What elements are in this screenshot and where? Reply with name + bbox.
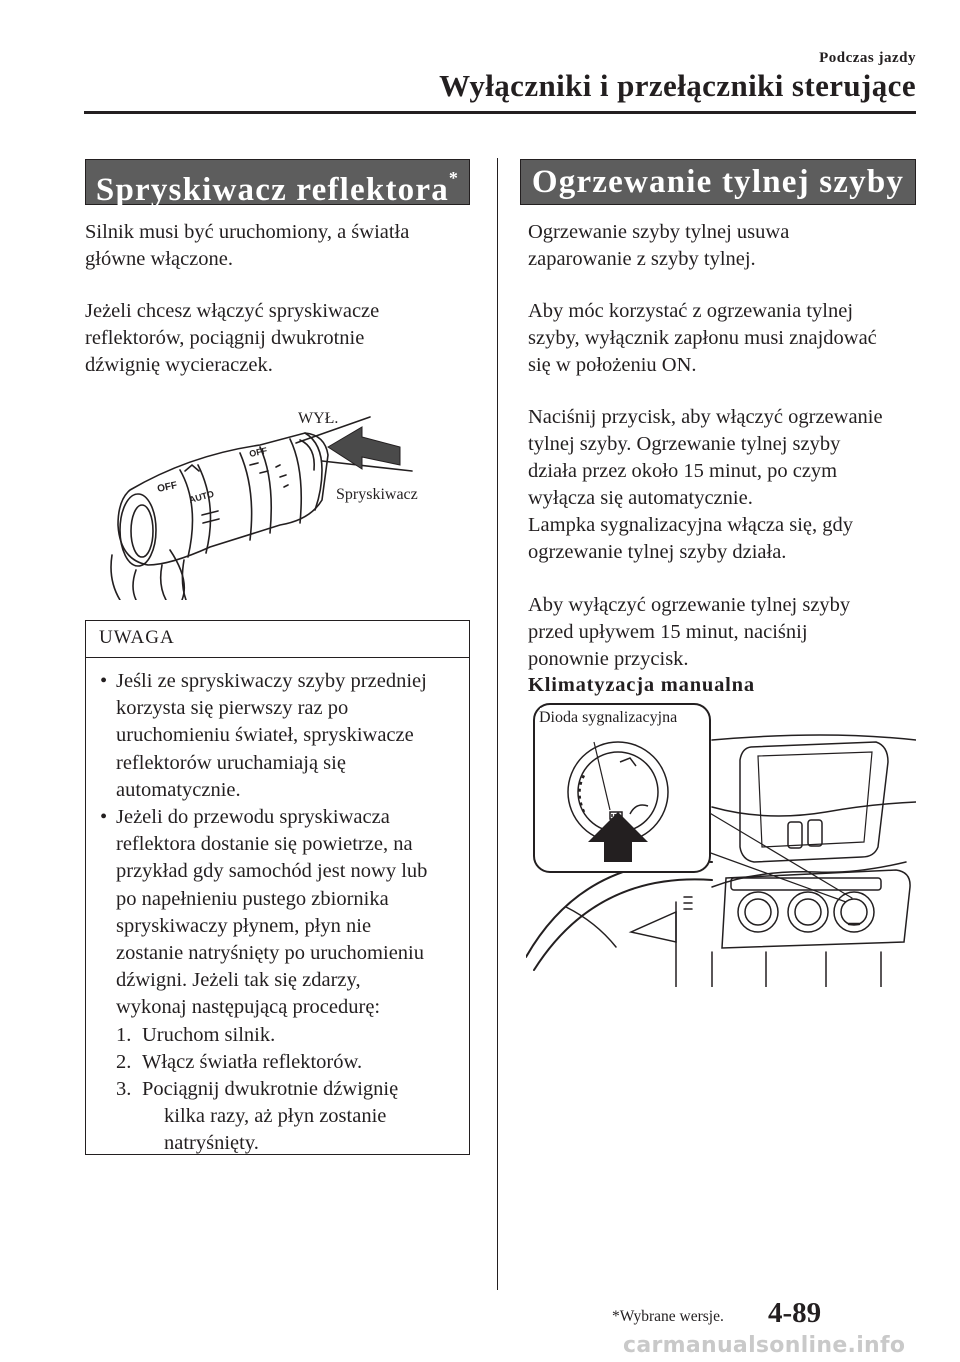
heading-text: Spryskiwacz reflektora (95, 172, 449, 208)
right-para-4 (528, 592, 928, 673)
text-line: automatycznie. (116, 778, 241, 801)
text-line: Naciśnij przycisk, aby włączyć ogrzewanie (528, 406, 883, 428)
right-para-2 (528, 298, 928, 379)
text-line: dźwigni. Jeżeli tak się zdarzy, (116, 969, 361, 992)
procedure-steps (116, 1022, 461, 1158)
bullet: • (100, 670, 108, 692)
text-line: reflektorów, pociągnij dwukrotnie (85, 327, 365, 349)
left-para-1 (85, 219, 475, 273)
lever-off-label-2: OFF (248, 445, 269, 459)
right-para-1 (528, 219, 928, 273)
text-line: spryskiwaczy płynem, płyn nie (116, 914, 372, 937)
text-line: Lampka sygnalizacyjna włącza się, gdy (528, 514, 854, 536)
footnote-optional-versions: *Wybrane wersje. (612, 1308, 724, 1325)
text-line: reflektorów uruchamiają się (116, 751, 346, 774)
text-line: szyby, wyłącznik zapłonu musi znajdować (528, 327, 877, 349)
page-number: 4-89 (768, 1297, 822, 1329)
left-para-2 (85, 298, 475, 379)
text-line: Ogrzewanie szyby tylnej usuwa (528, 221, 790, 243)
label-washer: Spryskiwacz (336, 486, 418, 503)
bullet: • (100, 806, 108, 829)
page-title: Wyłączniki i przełączniki sterujące (439, 68, 916, 103)
step-item (116, 1049, 453, 1076)
text-line: Aby wyłączyć ogrzewanie tylnej szyby (528, 594, 851, 616)
text-line: Silnik musi być uruchomiony, a światła (85, 221, 410, 243)
text-line: wykonaj następującą procedurę: (116, 996, 381, 1019)
text-line: działa przez około 15 minut, po czym (528, 460, 838, 482)
text-line: Włącz światła reflektorów. (142, 1050, 363, 1073)
text-line: Uruchom silnik. (142, 1023, 276, 1046)
text-line: korzysta się pierwszy raz po (116, 697, 349, 720)
text-line: przykład gdy samochód jest nowy lub (116, 860, 428, 883)
note-item (86, 668, 461, 804)
text-line: Pociągnij dwukrotnie dźwignię (142, 1078, 399, 1101)
text-line: wyłącza się automatycznie. (528, 487, 753, 509)
lever-auto-label: AUTO (187, 488, 215, 505)
heading-rear-defroster: Ogrzewanie tylnej szyby (520, 159, 916, 205)
text-line: ponownie przycisk. (528, 648, 689, 670)
lever-off-label: OFF (156, 480, 179, 495)
text-line: uruchomieniu świateł, spryskiwacze (116, 724, 414, 747)
text-line: tylnej szyby. Ogrzewanie tylnej szyby (528, 433, 841, 455)
text-line: kilka razy, aż płyn zostanie (164, 1105, 387, 1128)
column-divider (497, 158, 498, 1290)
text-line: Aby móc korzystać z ogrzewania tylnej (528, 300, 854, 322)
step-item (116, 1076, 453, 1158)
step-number: 1. (116, 1023, 132, 1046)
text-line: Jeżeli do przewodu spryskiwacza (116, 806, 390, 829)
label-indicator-led: Dioda sygnalizacyjna (539, 709, 678, 726)
step-item (116, 1022, 453, 1049)
label-off: WYŁ. (298, 410, 339, 427)
text-line: Jeśli ze spryskiwaczy szyby przedniej (116, 670, 427, 692)
text-line: reflektora dostanie się powietrze, na (116, 833, 413, 856)
note-box (85, 620, 470, 1155)
text-line: się w położeniu ON. (528, 354, 697, 376)
step-number: 3. (116, 1078, 132, 1101)
text-line: po napełnieniu pustego zbiornika (116, 887, 389, 910)
subheading-manual-ac: Klimatyzacja manualna (528, 674, 755, 696)
text-line: dźwignię wycieraczek. (85, 354, 273, 376)
rear-defroster-illustration (526, 702, 916, 987)
heading-headlight-washer (85, 159, 470, 208)
text-line: przed upływem 15 minut, naciśnij (528, 621, 808, 643)
section-subtitle: Podczas jazdy (819, 50, 916, 66)
optional-mark: * (448, 168, 460, 188)
header-rule (84, 111, 916, 114)
text-line: Jeżeli chcesz włączyć spryskiwacze (85, 300, 380, 322)
text-line: zaparowanie z szyby tylnej. (528, 248, 756, 270)
text-line: główne włączone. (85, 248, 233, 270)
text-line: natryśnięty. (164, 1132, 259, 1155)
right-para-3 (528, 404, 928, 566)
text-line: zostanie natryśnięty po uruchomieniu (116, 942, 424, 965)
note-list (86, 668, 469, 1158)
step-number: 2. (116, 1050, 132, 1073)
watermark: carmanualsonline.info (623, 1333, 906, 1358)
note-item (86, 804, 461, 1158)
text-line: ogrzewanie tylnej szyby działa. (528, 541, 787, 563)
note-title: UWAGA (86, 621, 469, 658)
